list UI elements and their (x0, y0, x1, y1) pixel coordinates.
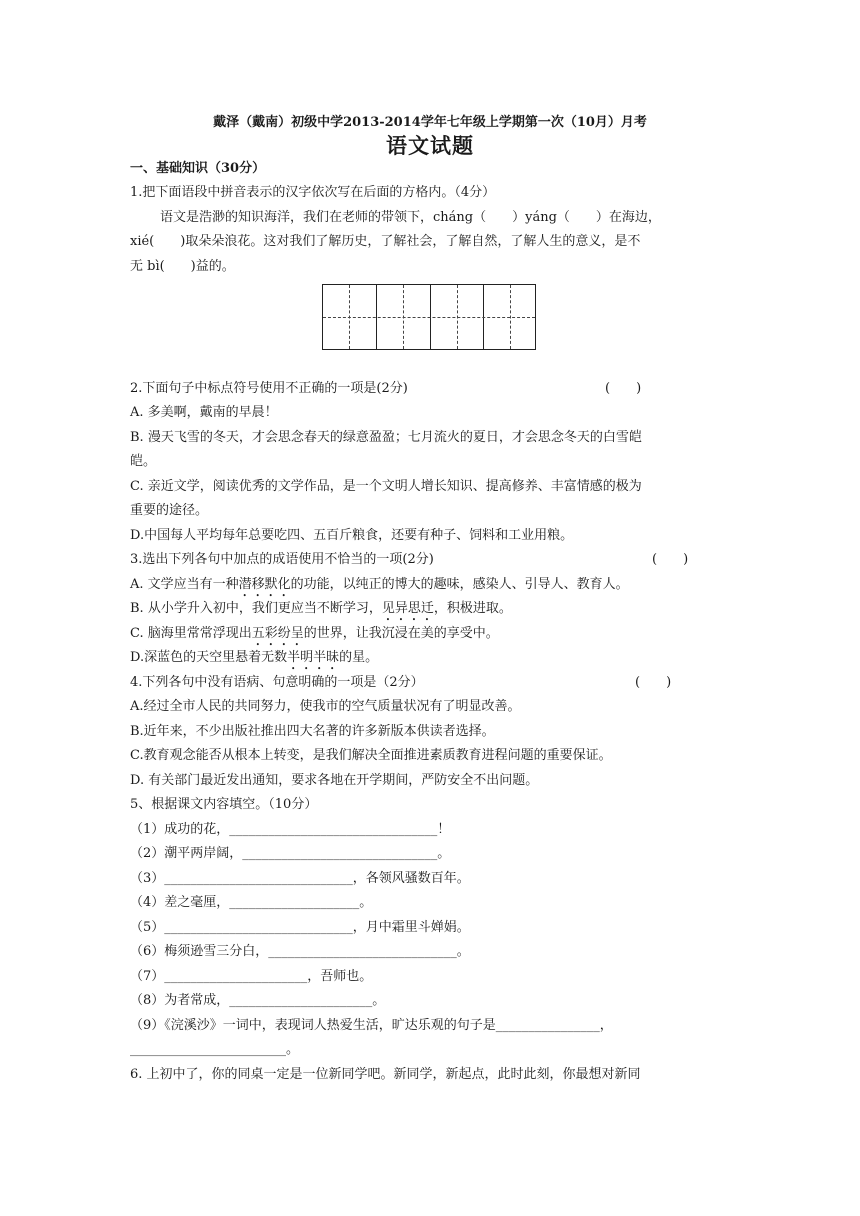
q5-item-9-cont: ________________________。 (130, 1042, 300, 1057)
q5-item-5: （5）_____________________________，月中霜里斗婵娟。 (130, 920, 470, 935)
q5-item-6: （6）梅须逊雪三分白，_____________________________。 (130, 944, 470, 959)
q3-answer-paren: ( ) (652, 552, 689, 567)
q6-stem: 6. 上初中了，你的同桌一定是一位新同学吧。新同学，新起点，此时此刻，你最想对新同 (130, 1067, 641, 1082)
q3-option-b: B. 从小学升入初中，我们更应当不断学习，见异思迁，积极进取。 (130, 601, 512, 616)
q1-text-line2: xié( )取朵朵浪花。这对我们了解历史，了解社会，了解自然，了解人生的意义，是不 (130, 234, 641, 249)
q3-b-idiom: 见异思迁 (381, 601, 434, 616)
q3-a-idiom: 潜移默化 (238, 577, 291, 592)
answer-grid[interactable] (322, 284, 536, 350)
q1-text-line1: 语文是浩渺的知识海洋，我们在老师的带领下，cháng（ ）yáng（ ）在海边， (160, 210, 661, 225)
q2-option-c-line2: 重要的途径。 (130, 503, 209, 518)
q3-stem: 3.选出下列各句中加点的成语使用不恰当的一项(2分) (130, 552, 434, 567)
q3-d-idiom: 半明半昧 (287, 650, 340, 665)
q2-answer-paren: ( ) (605, 381, 642, 396)
q5-stem: 5、根据课文内容填空。（10分） (130, 797, 318, 812)
q3-c-idiom: 五彩纷呈 (251, 626, 304, 641)
section-heading: 一、基础知识（30分） (130, 161, 266, 176)
q5-item-7: （7）______________________，吾师也。 (130, 969, 373, 984)
q4-answer-paren: ( ) (635, 675, 672, 690)
exam-subtitle: 戴泽（戴南）初级中学2013-2014学年七年级上学期第一次（10月）月考 (213, 115, 647, 130)
q2-option-b-line1: B. 漫天飞雪的冬天，才会思念春天的绿意盈盈；七月流火的夏日，才会思念冬天的白雪皑 (130, 430, 642, 445)
q5-item-2: （2）潮平两岸阔，______________________________。 (130, 846, 451, 861)
exam-title: 语文试题 (386, 133, 474, 158)
q4-option-b: B.近年来，不少出版社推出四大名著的许多新版本供读者选择。 (130, 724, 495, 739)
q5-item-9: （9）《浣溪沙》一词中，表现词人热爱生活，旷达乐观的句子是________________， (130, 1018, 613, 1033)
q4-option-a: A.经过全市人民的共同努力，使我市的空气质量状况有了明显改善。 (130, 699, 521, 714)
q3-option-d: D.深蓝色的天空里悬着无数半明半昧的星。 (130, 650, 379, 665)
q2-option-c-line1: C. 亲近文学，阅读优秀的文学作品，是一个文明人增长知识、提高修养、丰富情感的极为 (130, 479, 642, 494)
q5-item-8: （8）为者常成，______________________。 (130, 993, 386, 1008)
q5-item-1: （1）成功的花，________________________________！ (130, 822, 451, 837)
q5-item-3: （3）_____________________________，各领风骚数百年。 (130, 871, 470, 886)
q2-option-b-line2: 皑。 (130, 454, 157, 469)
q4-option-c: C.教育观念能否从根本上转变，是我们解决全面推进素质教育进程问题的重要保证。 (130, 748, 612, 763)
q2-option-d: D.中国每人平均每年总要吃四、五百斤粮食，还要有种子、饲料和工业用粮。 (130, 528, 574, 543)
q2-option-a: A. 多美啊，戴南的早晨！ (130, 405, 278, 420)
q4-option-d: D. 有关部门最近发出通知，要求各地在开学期间，严防安全不出问题。 (130, 773, 539, 788)
q1-text-line3: 无 bì( )益的。 (130, 259, 235, 274)
q1-stem: 1.把下面语段中拼音表示的汉字依次写在后面的方格内。（4分） (130, 185, 496, 200)
q5-item-4: （4）差之毫厘，____________________。 (130, 895, 373, 910)
q4-stem: 4.下列各句中没有语病、句意明确的一项是（2分） (130, 675, 424, 690)
q3-option-a: A. 文学应当有一种潜移默化的功能，以纯正的博大的趣味，感染人、引导人、教育人。 (130, 577, 629, 592)
q3-option-c: C. 脑海里常常浮现出五彩纷呈的世界，让我沉浸在美的享受中。 (130, 626, 499, 641)
q2-stem: 2.下面句子中标点符号使用不正确的一项是(2分) (130, 381, 408, 396)
